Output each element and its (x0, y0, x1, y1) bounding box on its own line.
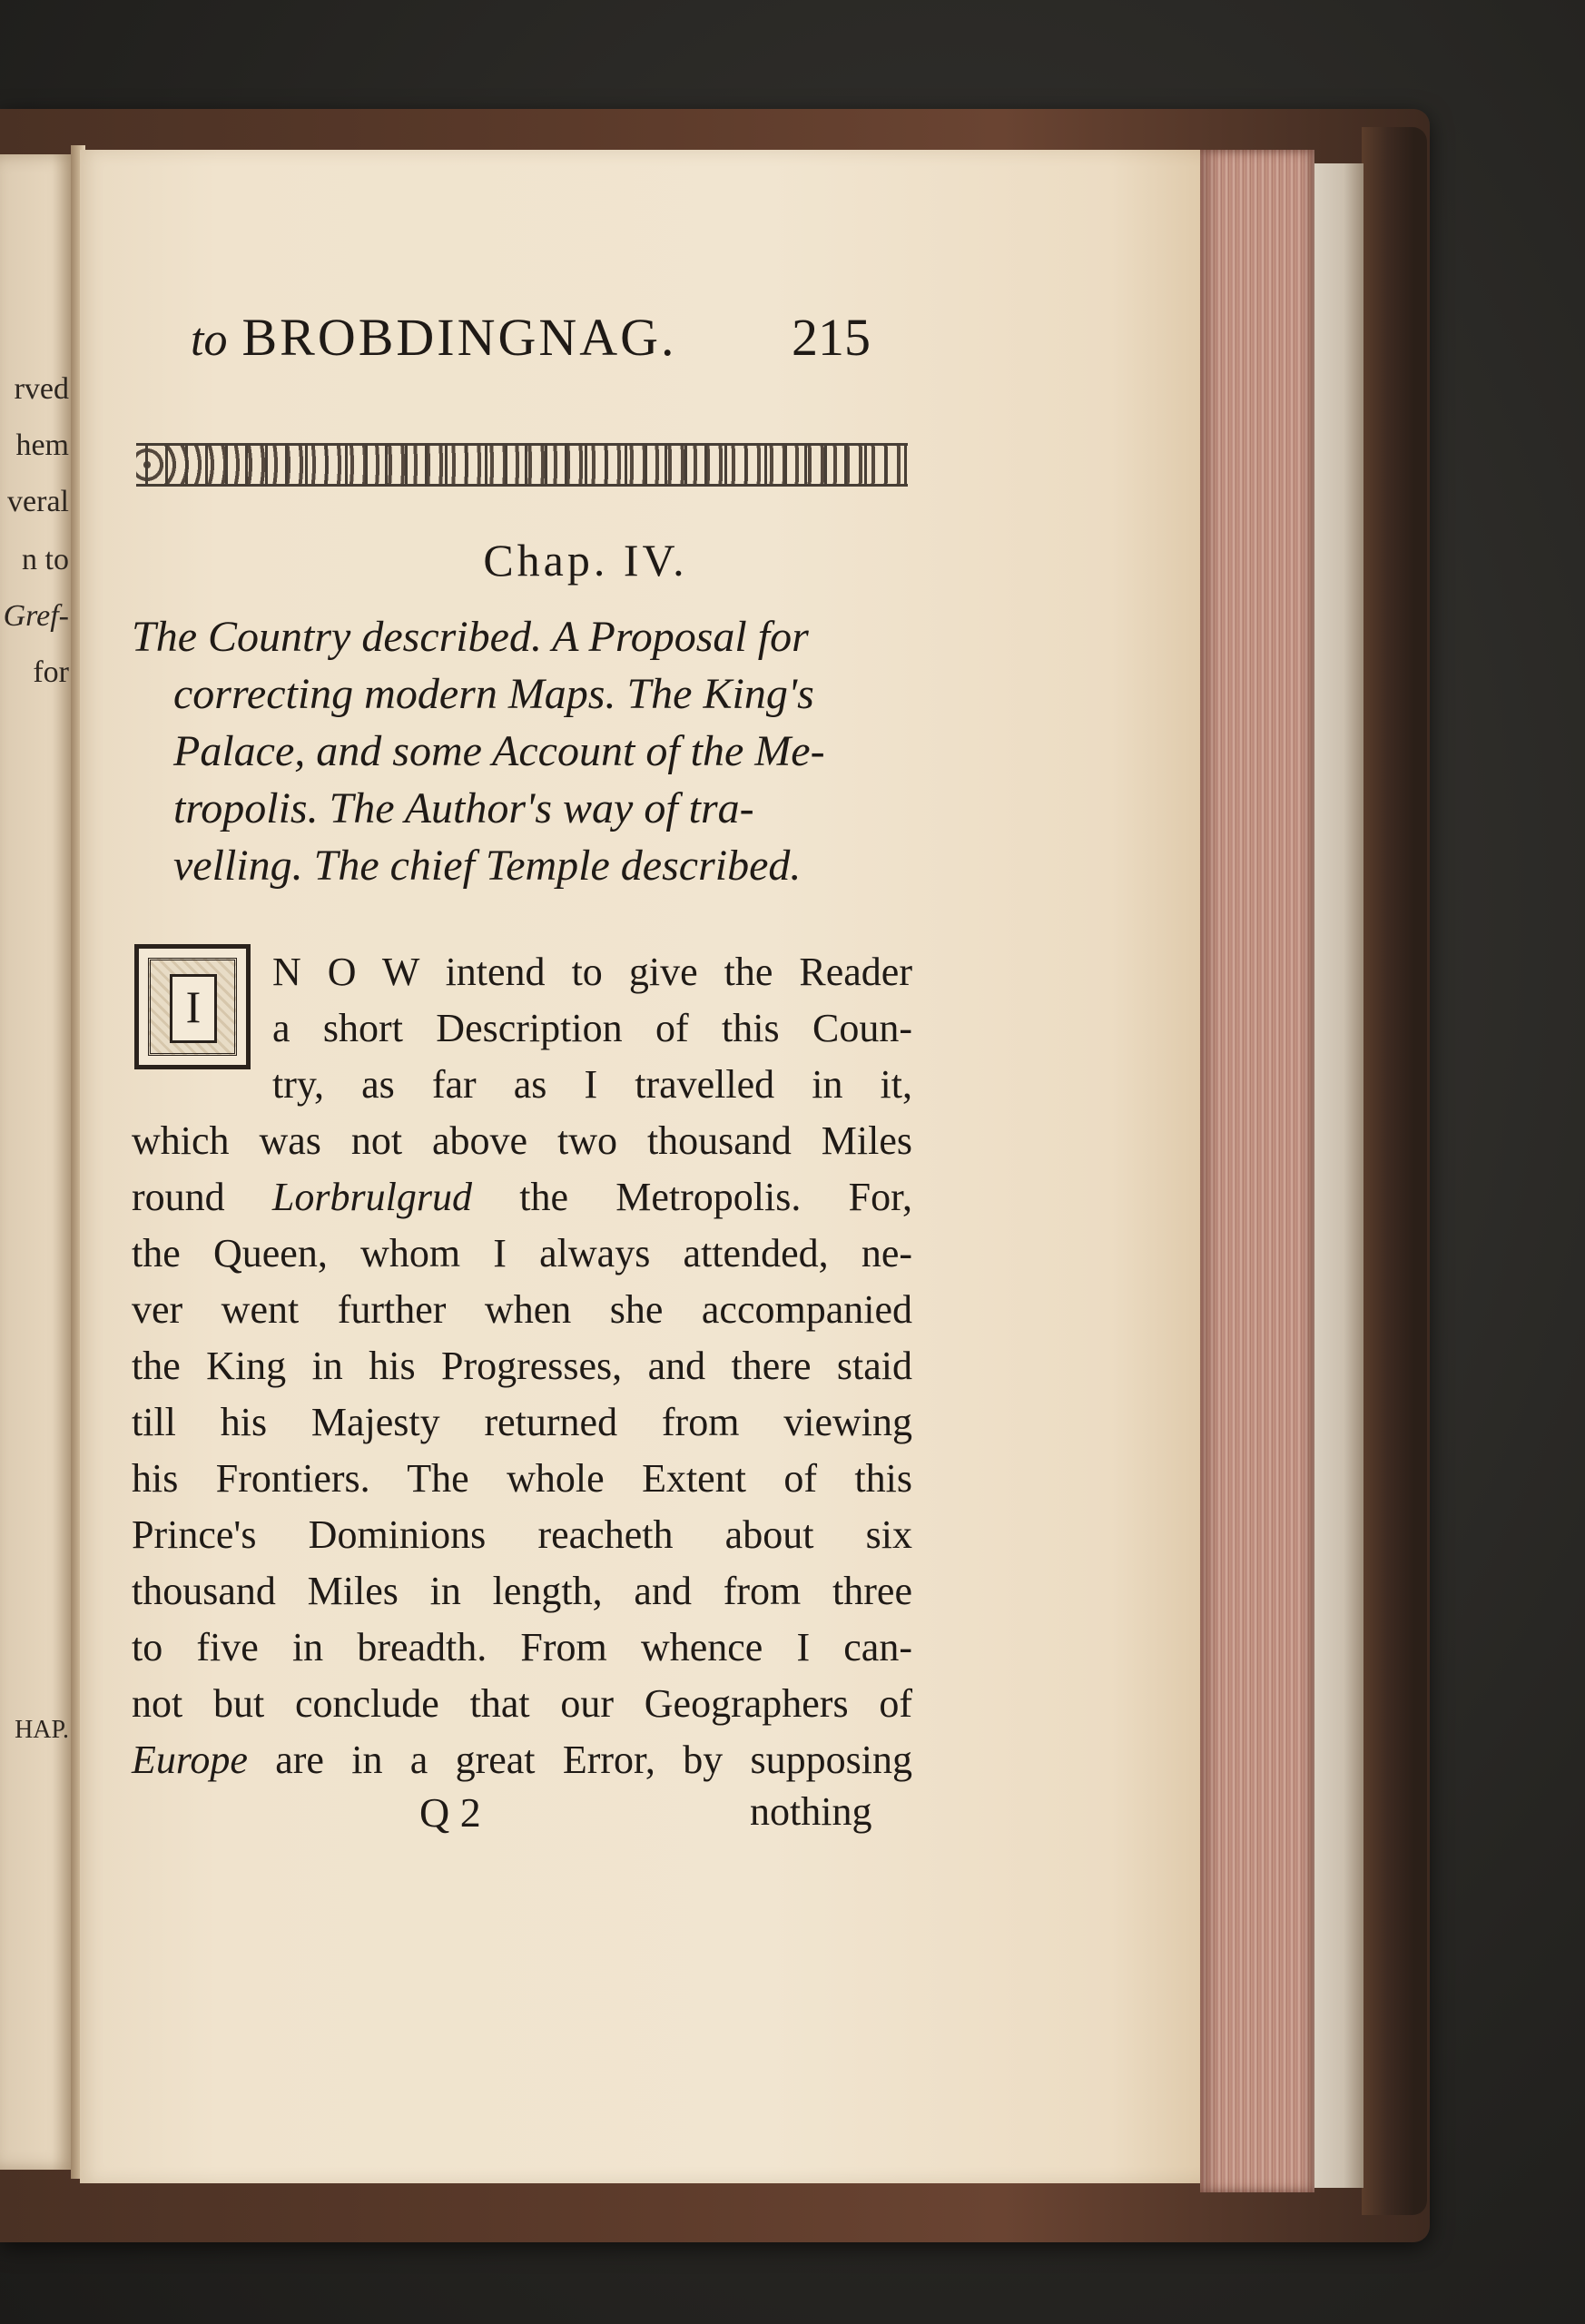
left-page-fragment: veral (7, 485, 69, 518)
left-page-fragment: n to (22, 543, 69, 576)
decorative-ornament-band (136, 443, 908, 487)
summary-line: velling. The chief Temple described. (173, 842, 802, 890)
left-page-fragment: hem (15, 428, 69, 462)
body-line: till his Majesty returned from viewing (132, 1400, 912, 1444)
chapter-heading: Chap. IV. (483, 535, 688, 586)
body-line: thousand Miles in length, and from three (132, 1569, 912, 1613)
running-head-title: BROBDINGNAG. (241, 308, 677, 367)
body-line: to five in breadth. From whence I can- (132, 1625, 912, 1669)
body-line (132, 1732, 912, 1788)
body-line: N O W intend to give the Reader (272, 950, 912, 994)
left-page-fragment: rved (14, 372, 69, 406)
catchword: nothing (750, 1789, 872, 1834)
summary-line: correcting modern Maps. The King's (173, 670, 814, 718)
left-page-fragment: Gref- (3, 599, 69, 633)
body-line-part: are in a great Error, by supposing (247, 1738, 912, 1782)
body-line: a short Description of this Coun- (272, 1006, 912, 1050)
place-name-italic: Lorbrulgrud (271, 1175, 472, 1219)
body-line: his Frontiers. The whole Extent of this (132, 1456, 912, 1501)
body-line-part: round (132, 1175, 272, 1219)
left-page-fragment: HAP. (15, 1716, 69, 1744)
body-line: not but conclude that our Geographers of (132, 1681, 912, 1726)
drop-cap-letter: I (170, 974, 217, 1043)
book-cover-edge (1362, 127, 1427, 2215)
endpaper-edge (1314, 163, 1363, 2188)
page-edges (1200, 150, 1314, 2192)
running-head-prefix: to (191, 314, 228, 366)
body-line: the King in his Progresses, and there staid (132, 1344, 912, 1388)
left-page-fragment: for (33, 655, 69, 689)
summary-line: Palace, and some Account of the Me- (173, 727, 825, 775)
chapter-summary (132, 608, 912, 894)
body-line: which was not above two thousand Miles (132, 1118, 912, 1163)
signature-mark: Q 2 (419, 1789, 481, 1836)
body-line: try, as far as I travelled in it, (272, 1062, 912, 1107)
body-line: Prince's Dominions reacheth about six (132, 1512, 912, 1557)
place-name-italic: Europe (132, 1738, 248, 1782)
page-number: 215 (792, 308, 871, 367)
summary-line: The Country described. A Proposal for (132, 613, 809, 661)
body-line (132, 1169, 912, 1226)
body-line: the Queen, whom I always attended, ne- (132, 1231, 912, 1275)
body-line-part: the Metropolis. For, (472, 1175, 913, 1219)
left-page (0, 154, 74, 2170)
summary-line: tropolis. The Author's way of tra- (173, 784, 754, 832)
body-line: ver went further when she accompanied (132, 1287, 912, 1332)
body-text (132, 944, 912, 1788)
